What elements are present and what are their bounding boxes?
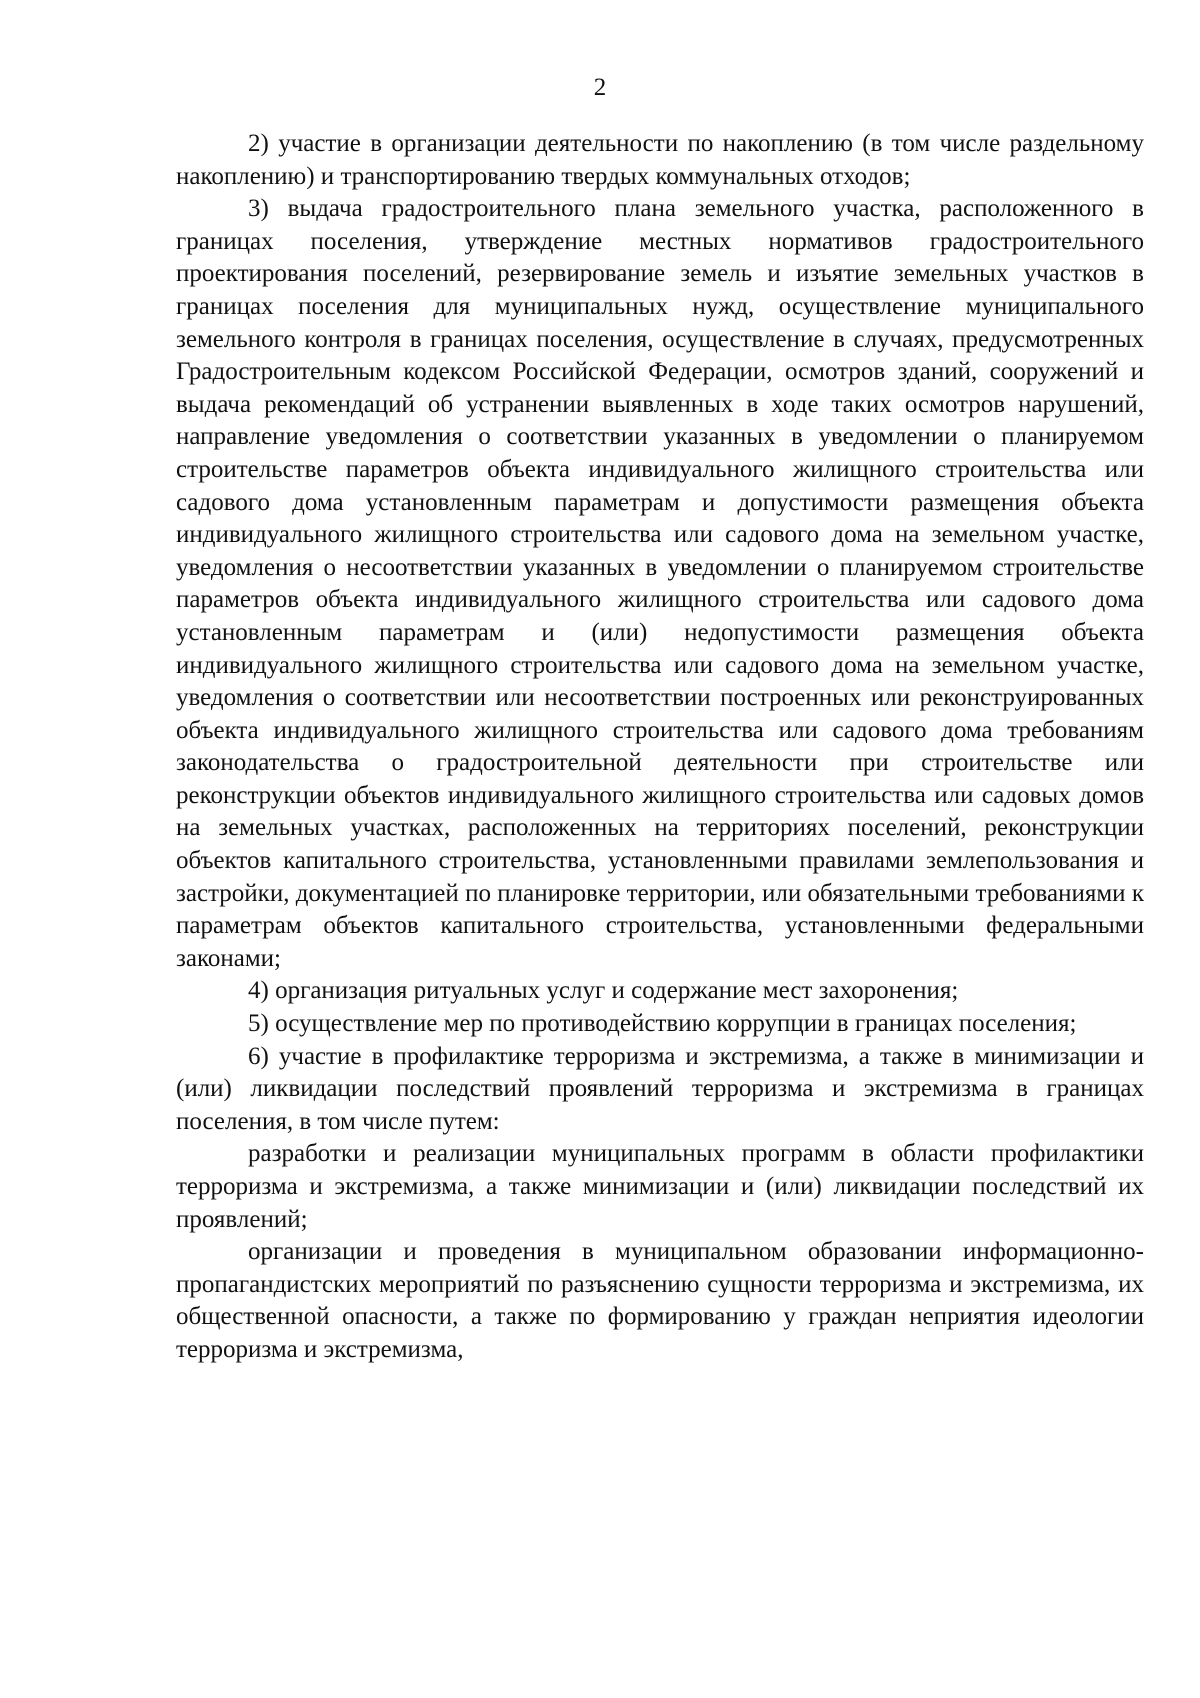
paragraph-item-6: 6) участие в профилактике терроризма и экстремизма, а также в минимизации и (или) ликвидации последствий проявлений терроризма и экстремизма в границах поселения, в том числе путем: — [176, 1042, 1144, 1135]
document-body — [176, 128, 1144, 1367]
paragraph-item-4: 4) организация ритуальных услуг и содержание мест захоронения; — [248, 977, 959, 1005]
paragraph-subitem-programs: разработки и реализации муниципальных программ в области профилактики терроризма и экстремизма, а также минимизации и (или) ликвидации последствий их проявлений; — [176, 1140, 1144, 1233]
paragraph-subitem-events: организации и проведения в муниципальном образовании информационно-пропагандистских мероприятий по разъяснению сущности терроризма и экстремизма, их общественной опасности, а также по формированию у граждан неприятия идеологии терроризма и экстремизма, — [176, 1238, 1144, 1363]
paragraph-item-5: 5) осуществление мер по противодействию коррупции в границах поселения; — [248, 1010, 1077, 1038]
page-number: 2 — [593, 74, 607, 101]
paragraph-item-2: 2) участие в организации деятельности по накоплению (в том числе раздельному накоплению) и транспортированию твердых коммунальных отходов; — [176, 130, 1144, 190]
paragraph-item-3: 3) выдача градостроительного плана земельного участка, расположенного в границах поселения, утверждение местных нормативов градостроительного проектирования поселений, резервирование земель и изъятие земельных участков в границах поселения для муниципальных нужд, осуществление муниципального земельного контроля в границах поселения, осуществление в случаях, предусмотренных Градостроительным кодексом Российской Федерации, осмотров зданий, сооружений и выдача рекомендаций об устранении выявленных в ходе таких осмотров нарушений, направление уведомления о соответствии указанных в уведомлении о планируемом строительстве параметров объекта индивидуального жилищного строительства или садового дома установленным параметрам и допустимости размещения объекта индивидуального жилищного строительства или садового дома на земельном участке, уведомления о несоответствии указанных в уведомлении о планируемом строительстве параметров объекта индивидуального жилищного строительства или садового дома установленным параметрам и (или) недопустимости размещения объекта индивидуального жилищного строительства или садового дома на земельном участке, уведомления о соответствии или несоответствии построенных или реконструированных объекта индивидуального жилищного строительства или садового дома требованиям законодательства о градостроительной деятельности при строительстве или реконструкции объектов индивидуального жилищного строительства или садовых домов на земельных участках, расположенных на территориях поселений, реконструкции объектов капитального строительства, установленными правилами землепользования и застройки, документацией по планировке территории, или обязательными требованиями к параметрам объектов капитального строительства, установленными федеральными законами; — [176, 195, 1144, 972]
